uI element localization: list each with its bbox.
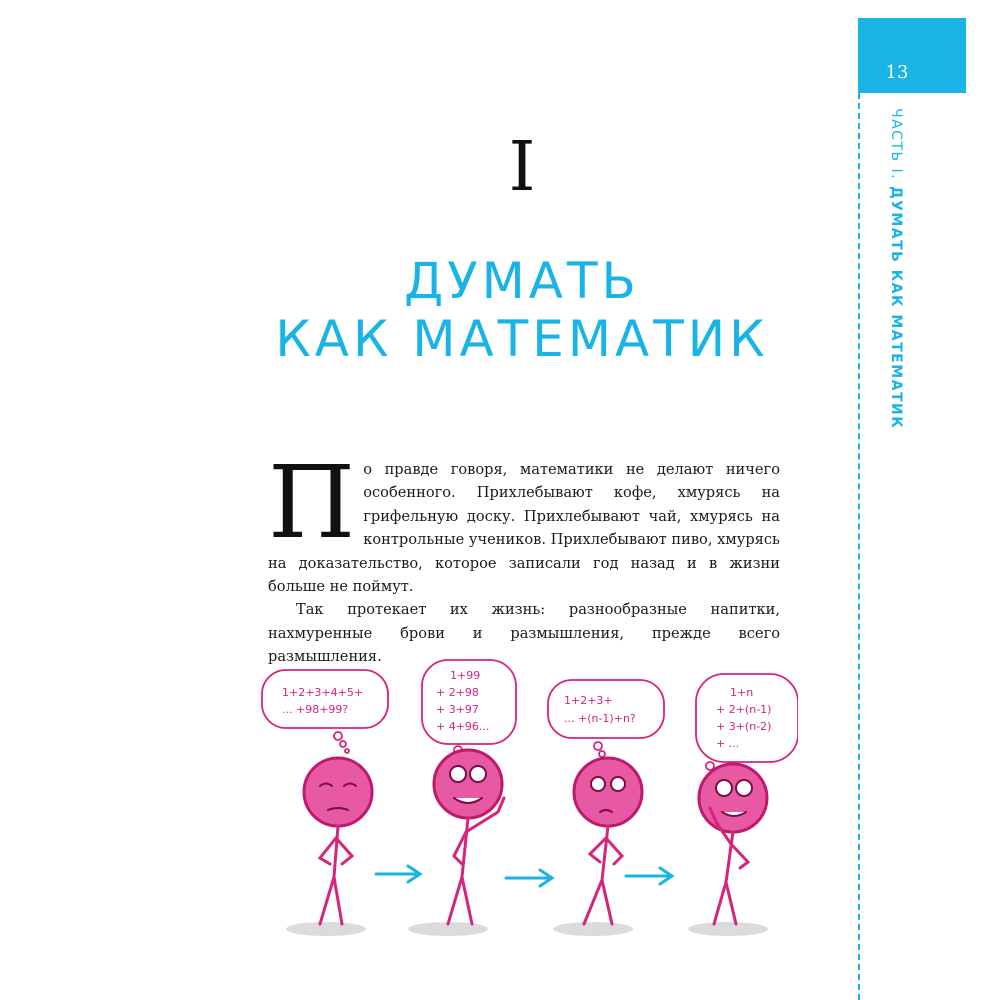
chapter-title xyxy=(0,252,1000,368)
bubble-text-line: + 3+(n-2) xyxy=(716,720,772,733)
arrow-right-icon xyxy=(376,866,420,882)
bubble-text-line: + 4+96... xyxy=(436,720,490,733)
stick-figure-4 xyxy=(699,764,767,924)
arrow-right-icon xyxy=(626,868,672,884)
drop-cap: П xyxy=(268,444,356,561)
arrow-right-icon xyxy=(506,870,552,886)
thought-bubble xyxy=(262,670,388,728)
bubble-text-line: + 3+97 xyxy=(436,703,479,716)
bubble-text-line: ... +98+99? xyxy=(282,703,349,716)
body-text xyxy=(268,444,780,669)
bubble-text-line: 1+2+3+ xyxy=(564,694,613,707)
running-head-part-title: ДУМАТЬ КАК МАТЕМАТИК xyxy=(888,186,904,430)
page-number: 13 xyxy=(885,62,909,83)
bubble-text-line: 1+n xyxy=(730,686,754,699)
ground-shadow xyxy=(688,922,768,936)
bubble-text-line: ... +(n-1)+n? xyxy=(564,712,636,725)
stick-figure-3 xyxy=(574,758,642,924)
stick-figure-illustration xyxy=(258,652,798,952)
bubble-text-line: + ... xyxy=(716,737,740,750)
thought-bubble xyxy=(548,680,664,738)
side-dashed-rule xyxy=(858,93,860,1000)
running-head-part-label: ЧАСТЬ I. xyxy=(888,108,904,181)
chapter-title-line-2: КАК МАТЕМАТИК xyxy=(275,310,769,368)
ground-shadow xyxy=(286,922,366,936)
chapter-numeral: I xyxy=(508,128,536,207)
stick-figure-2 xyxy=(434,750,504,924)
paragraph-1: о правде говоря, математики не делают ничего особенного. Прихлебывают кофе, хмурясь на грифельную доску. Прихлебывают чай, хмурясь на контрольные учеников. Прихлебывают пиво, хмурясь на доказательство, которое записали год назад и в жизни больше не поймут. xyxy=(268,461,780,596)
bubble-text-line: 1+99 xyxy=(450,669,481,682)
chapter-title-line-1: ДУМАТЬ xyxy=(404,252,640,310)
paragraph-2: Так протекает их жизнь: разнообразные напитки, нахмуренные брови и размышления, прежде всего размышления. xyxy=(268,601,780,666)
bubble-text-line: + 2+(n-1) xyxy=(716,703,772,716)
bubble-text-line: 1+2+3+4+5+ xyxy=(282,686,364,699)
stick-figure-1 xyxy=(304,758,372,924)
ground-shadow xyxy=(553,922,633,936)
bubble-text-line: + 2+98 xyxy=(436,686,479,699)
